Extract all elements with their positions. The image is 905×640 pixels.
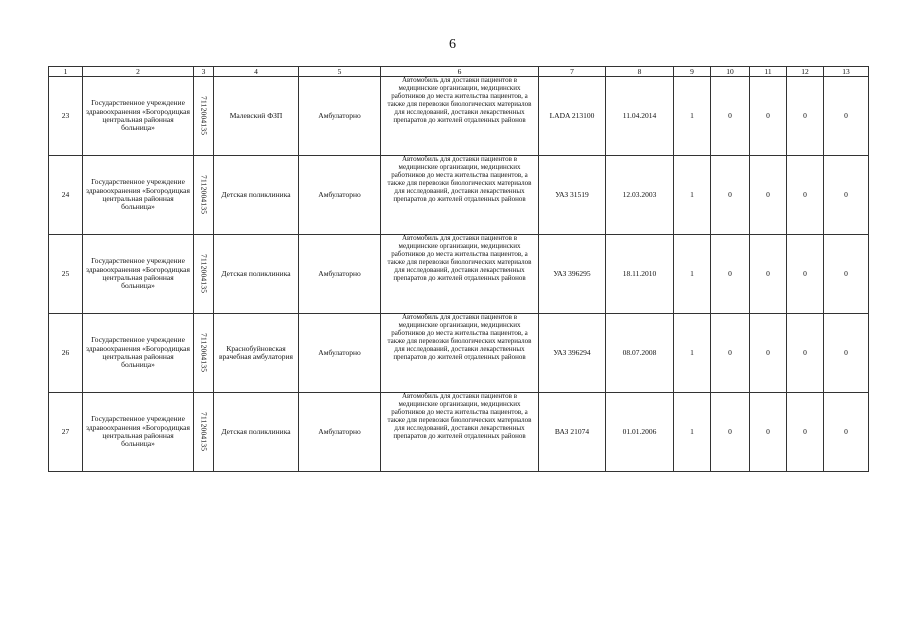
organization-name: Государственное учреждение здравоохранения «Богородицкая центральная районная больница» (86, 414, 190, 449)
count-cell: 0 (711, 77, 750, 156)
inn-cell (194, 314, 214, 393)
count-cell: 0 (824, 77, 869, 156)
count-cell: 0 (750, 235, 787, 314)
unit-cell (214, 314, 299, 393)
count-cell: 0 (787, 393, 824, 472)
count-cell: 1 (674, 77, 711, 156)
inn-value: 7112004135 (199, 333, 209, 373)
row-number: 25 (49, 235, 83, 314)
count-cell: 0 (750, 314, 787, 393)
column-header: 13 (824, 67, 869, 77)
count-cell: 0 (711, 314, 750, 393)
column-header: 1 (49, 67, 83, 77)
unit-name: Малевский ФЗП (229, 110, 283, 120)
unit-cell (214, 235, 299, 314)
care-type-cell: Амбулаторно (299, 235, 381, 314)
row-number: 24 (49, 156, 83, 235)
count-cell: 0 (824, 314, 869, 393)
count-cell: 0 (824, 156, 869, 235)
inn-value: 7112004135 (199, 254, 209, 294)
purpose-text: Автомобиль для доставки пациентов в медицинские организации, медицинских работников до места жительства пациентов, а также для перевозки биологических материалов для исследований, доставки лекарственных препаратов до жителей отдаленных районов (387, 76, 532, 124)
organization-name: Государственное учреждение здравоохранения «Богородицкая центральная районная больница» (86, 177, 190, 212)
date-cell: 18.11.2010 (606, 235, 674, 314)
inn-cell (194, 393, 214, 472)
count-cell: 0 (750, 156, 787, 235)
organization-name: Государственное учреждение здравоохранения «Богородицкая центральная районная больница» (86, 256, 190, 291)
unit-name: Краснобуйновская врачебная амбулатория (219, 343, 293, 361)
count-cell: 1 (674, 314, 711, 393)
table-row (49, 235, 869, 314)
purpose-text: Автомобиль для доставки пациентов в медицинские организации, медицинских работников до места жительства пациентов, а также для перевозки биологических материалов для исследований, доставки лекарственных препаратов до жителей отдаленных районов (387, 155, 532, 203)
table-row (49, 393, 869, 472)
care-type-cell: Амбулаторно (299, 393, 381, 472)
date-cell: 01.01.2006 (606, 393, 674, 472)
vehicle-model-cell: ВАЗ 21074 (539, 393, 606, 472)
column-header: 11 (750, 67, 787, 77)
date-cell: 11.04.2014 (606, 77, 674, 156)
purpose-cell (381, 235, 539, 314)
column-header: 6 (381, 67, 539, 77)
unit-name: Детская поликлиника (221, 189, 291, 199)
column-header: 7 (539, 67, 606, 77)
purpose-cell (381, 314, 539, 393)
organization-name: Государственное учреждение здравоохранения «Богородицкая центральная районная больница» (86, 335, 190, 370)
column-header: 9 (674, 67, 711, 77)
inn-value: 7112004135 (199, 412, 209, 452)
count-cell: 0 (750, 393, 787, 472)
inn-cell (194, 235, 214, 314)
count-cell: 1 (674, 393, 711, 472)
vehicle-model-cell: УАЗ 396294 (539, 314, 606, 393)
purpose-cell (381, 393, 539, 472)
count-cell: 0 (711, 156, 750, 235)
count-cell: 0 (711, 235, 750, 314)
unit-name: Детская поликлиника (221, 426, 291, 436)
organization-name: Государственное учреждение здравоохранения «Богородицкая центральная районная больница» (86, 98, 190, 133)
column-header: 3 (194, 67, 214, 77)
unit-name: Детская поликлиника (221, 268, 291, 278)
column-number-row (49, 67, 869, 77)
inn-cell (194, 156, 214, 235)
unit-cell (214, 77, 299, 156)
count-cell: 0 (787, 77, 824, 156)
unit-cell (214, 156, 299, 235)
vehicle-model-cell: LADA 213100 (539, 77, 606, 156)
table-row (49, 156, 869, 235)
count-cell: 0 (711, 393, 750, 472)
purpose-cell (381, 77, 539, 156)
column-header: 10 (711, 67, 750, 77)
inn-value: 7112004135 (199, 175, 209, 215)
purpose-cell (381, 156, 539, 235)
organization-cell (83, 77, 194, 156)
inn-value: 7112004135 (199, 96, 209, 136)
count-cell: 1 (674, 235, 711, 314)
purpose-text: Автомобиль для доставки пациентов в медицинские организации, медицинских работников до места жительства пациентов, а также для перевозки биологических материалов для исследований, доставки лекарственных препаратов до жителей отдаленных районов (387, 234, 532, 282)
column-header: 2 (83, 67, 194, 77)
care-type-cell: Амбулаторно (299, 156, 381, 235)
care-type-cell: Амбулаторно (299, 77, 381, 156)
count-cell: 0 (824, 393, 869, 472)
count-cell: 0 (787, 235, 824, 314)
count-cell: 0 (787, 156, 824, 235)
care-type-cell: Амбулаторно (299, 314, 381, 393)
count-cell: 0 (787, 314, 824, 393)
column-header: 12 (787, 67, 824, 77)
unit-cell (214, 393, 299, 472)
table-row (49, 77, 869, 156)
date-cell: 12.03.2003 (606, 156, 674, 235)
count-cell: 0 (750, 77, 787, 156)
column-header: 4 (214, 67, 299, 77)
row-number: 27 (49, 393, 83, 472)
count-cell: 0 (824, 235, 869, 314)
page-number: 6 (449, 37, 456, 52)
column-header: 8 (606, 67, 674, 77)
organization-cell (83, 314, 194, 393)
purpose-text: Автомобиль для доставки пациентов в медицинские организации, медицинских работников до места жительства пациентов, а также для перевозки биологических материалов для исследований, доставки лекарственных препаратов до жителей отдаленных районов (387, 392, 532, 440)
organization-cell (83, 235, 194, 314)
inn-cell (194, 77, 214, 156)
organization-cell (83, 393, 194, 472)
vehicle-model-cell: УАЗ 396295 (539, 235, 606, 314)
count-cell: 1 (674, 156, 711, 235)
table-row (49, 314, 869, 393)
row-number: 23 (49, 77, 83, 156)
row-number: 26 (49, 314, 83, 393)
date-cell: 08.07.2008 (606, 314, 674, 393)
column-header: 5 (299, 67, 381, 77)
vehicle-table (48, 66, 869, 472)
vehicle-model-cell: УАЗ 31519 (539, 156, 606, 235)
purpose-text: Автомобиль для доставки пациентов в медицинские организации, медицинских работников до места жительства пациентов, а также для перевозки биологических материалов для исследований, доставки лекарственных препаратов до жителей отдаленных районов (387, 313, 532, 361)
organization-cell (83, 156, 194, 235)
